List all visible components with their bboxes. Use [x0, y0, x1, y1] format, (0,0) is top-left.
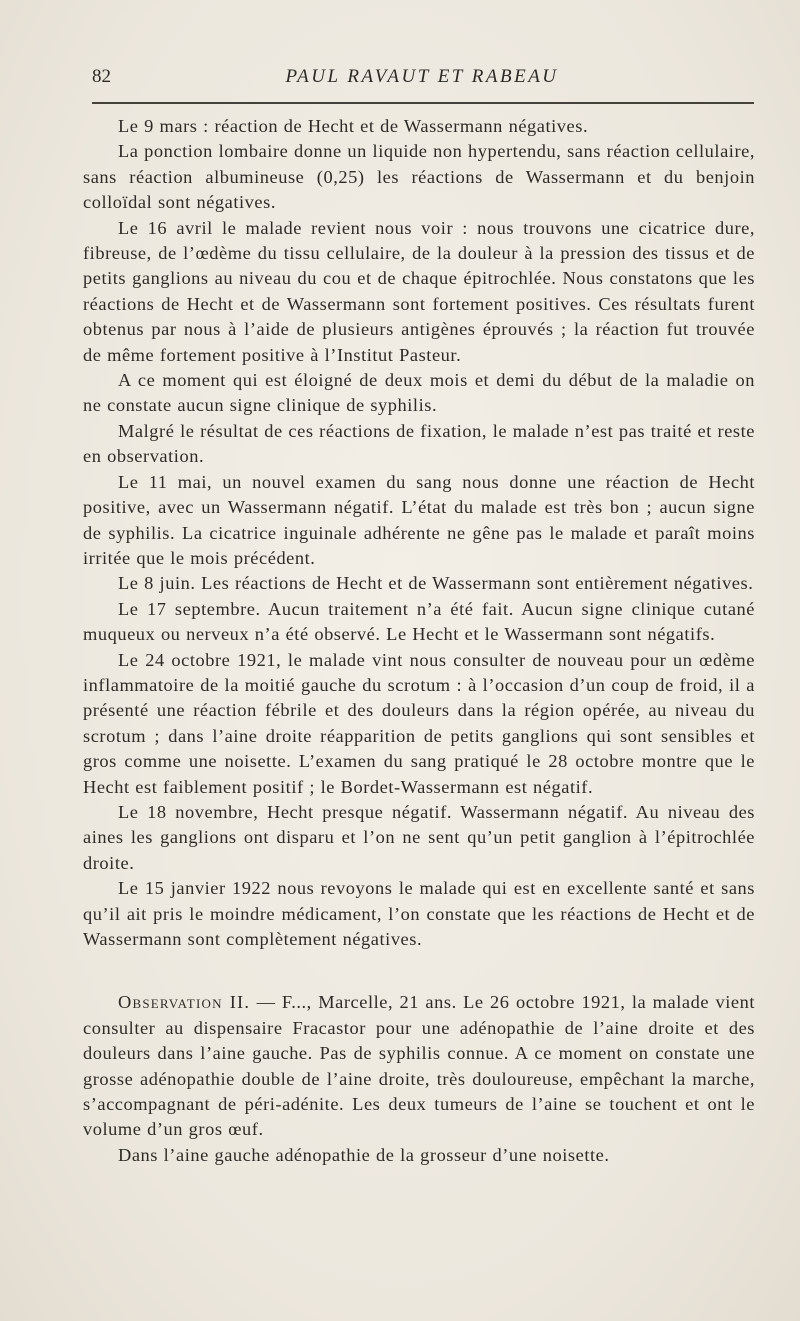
paragraph: Le 11 mai, un nouvel examen du sang nous donne une réaction de Hecht positive, avec un Wassermann négatif. L’état du malade est très bon ; aucun signe de syphilis. La cicatrice inguinale adhérente ne gêne pas le malade et paraît moins irritée que le mois précédent.: [83, 471, 755, 568]
page-header: [92, 66, 752, 96]
paragraph: Le 9 mars : réaction de Hecht et de Wassermann négatives.: [118, 116, 589, 136]
paragraph: Le 24 octobre 1921, le malade vint nous consulter de nouveau pour un œdème inflammatoire de la moitié gauche du scrotum : à l’occasion d’un coup de froid, il a présenté une réaction fébrile et des douleurs dans la région opérée, au niveau du scrotum ; dans l’aine droite réapparition de petits ganglions qui sont sensibles et gros comme une noisette. L’examen du sang pratiqué le 28 octobre montre que le Hecht est faiblement positif ; le Bordet-Wassermann est négatif.: [83, 649, 755, 797]
paragraph: Le 18 novembre, Hecht presque négatif. Wassermann négatif. Au niveau des aines les ganglions ont disparu et l’on ne sent qu’un petit ganglion à l’épitrochlée droite.: [83, 801, 755, 873]
section-gap: [83, 952, 755, 990]
page-number: 82: [92, 66, 111, 87]
paragraph: Dans l’aine gauche adénopathie de la grosseur d’une noisette.: [118, 1144, 610, 1165]
observation-title: Observation II.: [118, 992, 251, 1013]
paragraph: Le 15 janvier 1922 nous revoyons le malade qui est en excellente santé et sans qu’il ait pris le moindre médicament, l’on constate que les réactions de Hecht et de Wassermann sont complètement négatives.: [83, 878, 755, 949]
paragraph: Le 16 avril le malade revient nous voir : nous trouvons une cicatrice dure, fibreuse, de l’œdème du tissu cellulaire, de la douleur à la pression des tissus et de petits ganglions au niveau du cou et de chaque épitrochlée. Nous constatons que les réactions de Hecht et de Wassermann sont fortement positives. Ces résultats furent obtenus par nous à l’aide de plusieurs antigènes éprouvés ; la réaction fut trouvée de même fortement positive à l’Institut Pasteur.: [83, 217, 755, 365]
body-text: [83, 114, 755, 1168]
paragraph: Le 8 juin. Les réactions de Hecht et de Wassermann sont entièrement négatives.: [118, 573, 754, 594]
paragraph: Le 17 septembre. Aucun traitement n’a été fait. Aucun signe clinique cutané muqueux ou nerveux n’a été observé. Le Hecht et le Wassermann sont négatifs.: [83, 598, 755, 645]
running-head: PAUL RAVAUT ET RABEAU: [285, 66, 559, 87]
observation-body: — F..., Marcelle, 21 ans. Le 26 octobre 1921, la malade vient consulter au dispensaire Fracastor pour une adénopathie de l’aine droite et des douleurs dans l’aine gauche. Pas de syphilis connue. A ce moment on constate une grosse adénopathie double de l’aine droite, très douloureuse, empêchant la marche, s’accompagnant de péri-adénite. Les deux tumeurs de l’aine se touchent et ont le volume d’un gros œuf.: [83, 992, 755, 1140]
header-rule: [92, 102, 754, 104]
paragraph: Malgré le résultat de ces réactions de fixation, le malade n’est pas traité et reste en observation.: [83, 420, 755, 467]
paragraph: A ce moment qui est éloigné de deux mois et demi du début de la maladie on ne constate aucun signe clinique de syphilis.: [83, 370, 755, 416]
paragraph: La ponction lombaire donne un liquide non hypertendu, sans réaction cellulaire, sans réaction albumineuse (0,25) les réactions de Wassermann et du benjoin colloïdal sont négatives.: [83, 141, 755, 213]
observation-paragraph: [83, 990, 755, 1142]
